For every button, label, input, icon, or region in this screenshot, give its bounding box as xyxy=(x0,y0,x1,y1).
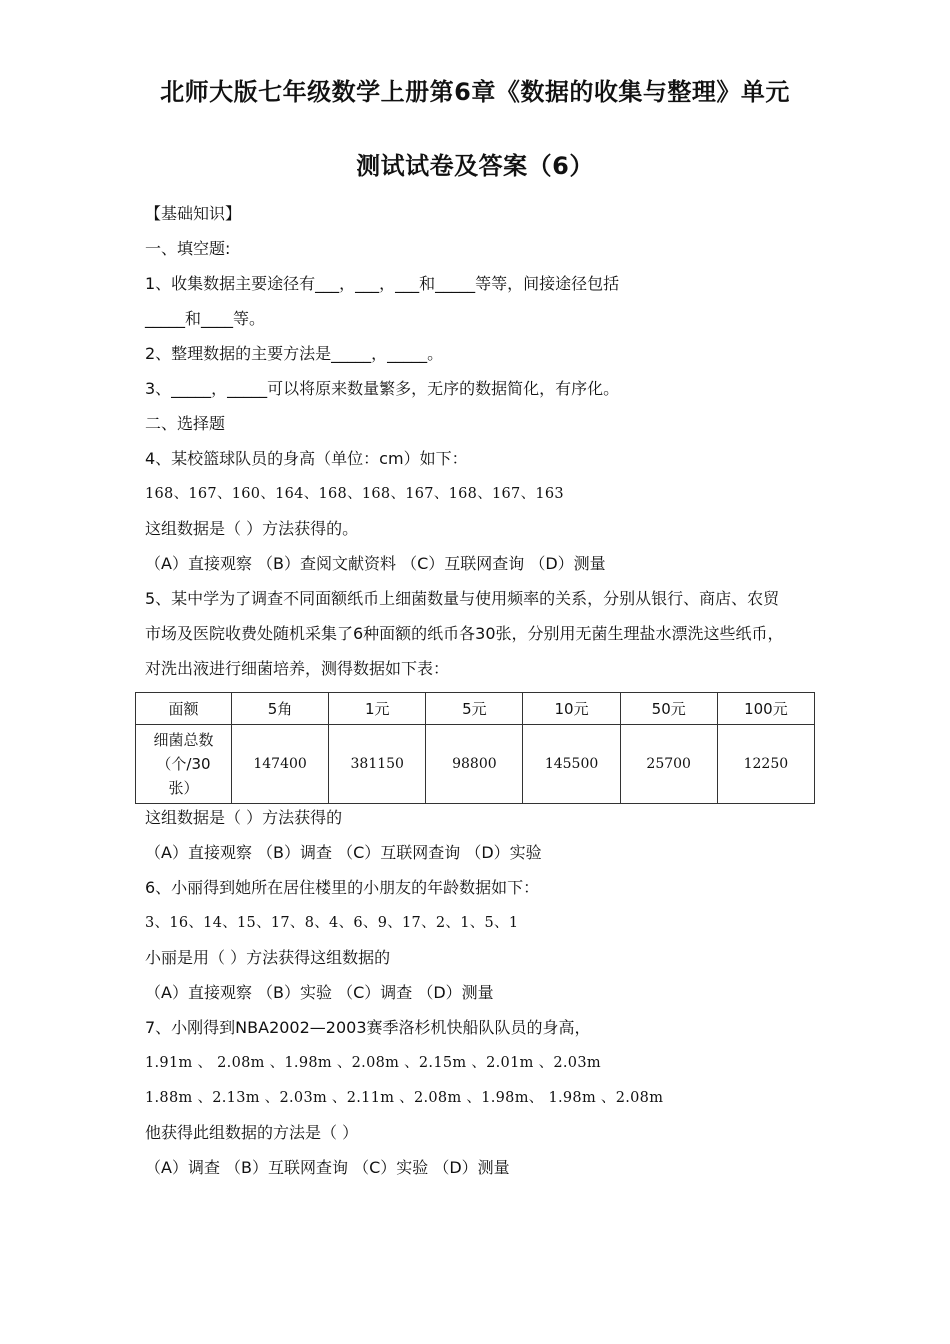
table-cell: 147400 xyxy=(232,725,329,804)
question-4-options: （A）直接观察 （B）查阅文献资料 （C）互联网查询 （D）测量 xyxy=(145,554,606,573)
question-7-data-line1: 1.91m 、 2.08m 、1.98m 、2.08m 、2.15m 、2.01m 、2.03m xyxy=(145,1055,601,1071)
question-7-data-line2: 1.88m 、2.13m 、2.03m 、2.11m 、2.08m 、1.98m、 1.98m 、2.08m xyxy=(145,1090,664,1106)
table-cell: 98800 xyxy=(426,725,523,804)
question-6-options: （A）直接观察 （B）实验 （C）调查 （D）测量 xyxy=(145,983,494,1002)
table-header-cell: 10元 xyxy=(523,693,620,725)
table-header-cell: 50元 xyxy=(620,693,717,725)
table-header-cell: 100元 xyxy=(717,693,814,725)
question-5-prompt: 这组数据是（ ）方法获得的 xyxy=(145,808,343,827)
part2-heading: 二、选择题 xyxy=(145,414,226,433)
question-1-line1: 1、收集数据主要途径有___，___，___和_____等等，间接途径包括 xyxy=(145,274,620,293)
table-row-label xyxy=(136,725,232,804)
table-header-cell: 1元 xyxy=(329,693,426,725)
row-label-line: （个/30 xyxy=(156,755,211,773)
question-7-prompt: 他获得此组数据的方法是（ ） xyxy=(145,1123,359,1142)
question-5-line2: 市场及医院收费处随机采集了6种面额的纸币各30张，分别用无菌生理盐水漂洗这些纸币， xyxy=(145,624,784,643)
question-1-line2: _____和____等。 xyxy=(145,309,266,328)
bacteria-table xyxy=(135,692,815,804)
question-3: 3、_____，_____可以将原来数量繁多，无序的数据简化，有序化。 xyxy=(145,379,620,398)
table-cell: 145500 xyxy=(523,725,620,804)
row-label-line: 张） xyxy=(168,779,199,797)
table-header-row xyxy=(136,693,815,725)
section-heading: 【基础知识】 xyxy=(145,204,242,223)
question-4-data: 168、167、160、164、168、168、167、168、167、163 xyxy=(145,486,564,502)
question-5-line1: 5、某中学为了调查不同面额纸币上细菌数量与使用频率的关系，分别从银行、商店、农贸 xyxy=(145,589,780,608)
table-header-label: 面额 xyxy=(136,693,232,725)
question-4-prompt: 这组数据是（ ）方法获得的。 xyxy=(145,519,359,538)
page-title: 北师大版七年级数学上册第6章《数据的收集与整理》单元 xyxy=(160,78,790,106)
table-header-cell: 5元 xyxy=(426,693,523,725)
question-6-prompt: 小丽是用（ ）方法获得这组数据的 xyxy=(145,948,391,967)
question-7-options: （A）调查 （B）互联网查询 （C）实验 （D）测量 xyxy=(145,1158,510,1177)
row-label-line: 细菌总数 xyxy=(153,731,214,749)
question-7-stem: 7、小刚得到NBA2002—2003赛季洛杉机快船队队员的身高， xyxy=(145,1018,591,1037)
question-6-data: 3、16、14、15、17、8、4、6、9、17、2、1、5、1 xyxy=(145,915,519,931)
question-2: 2、整理数据的主要方法是_____，_____。 xyxy=(145,344,444,363)
table-cell: 12250 xyxy=(717,725,814,804)
table-cell: 25700 xyxy=(620,725,717,804)
page-title-continued: 测试试卷及答案（6） xyxy=(356,152,594,180)
table-row xyxy=(136,725,815,804)
question-4-stem: 4、某校篮球队员的身高（单位：cm）如下： xyxy=(145,449,468,468)
question-5-options: （A）直接观察 （B）调查 （C）互联网查询 （D）实验 xyxy=(145,843,542,862)
question-6-stem: 6、小丽得到她所在居住楼里的小朋友的年龄数据如下： xyxy=(145,878,540,897)
question-5-line3: 对洗出液进行细菌培养，测得数据如下表： xyxy=(145,659,450,678)
table-header-cell: 5角 xyxy=(232,693,329,725)
table-cell: 381150 xyxy=(329,725,426,804)
part1-heading: 一、填空题: xyxy=(145,239,231,258)
